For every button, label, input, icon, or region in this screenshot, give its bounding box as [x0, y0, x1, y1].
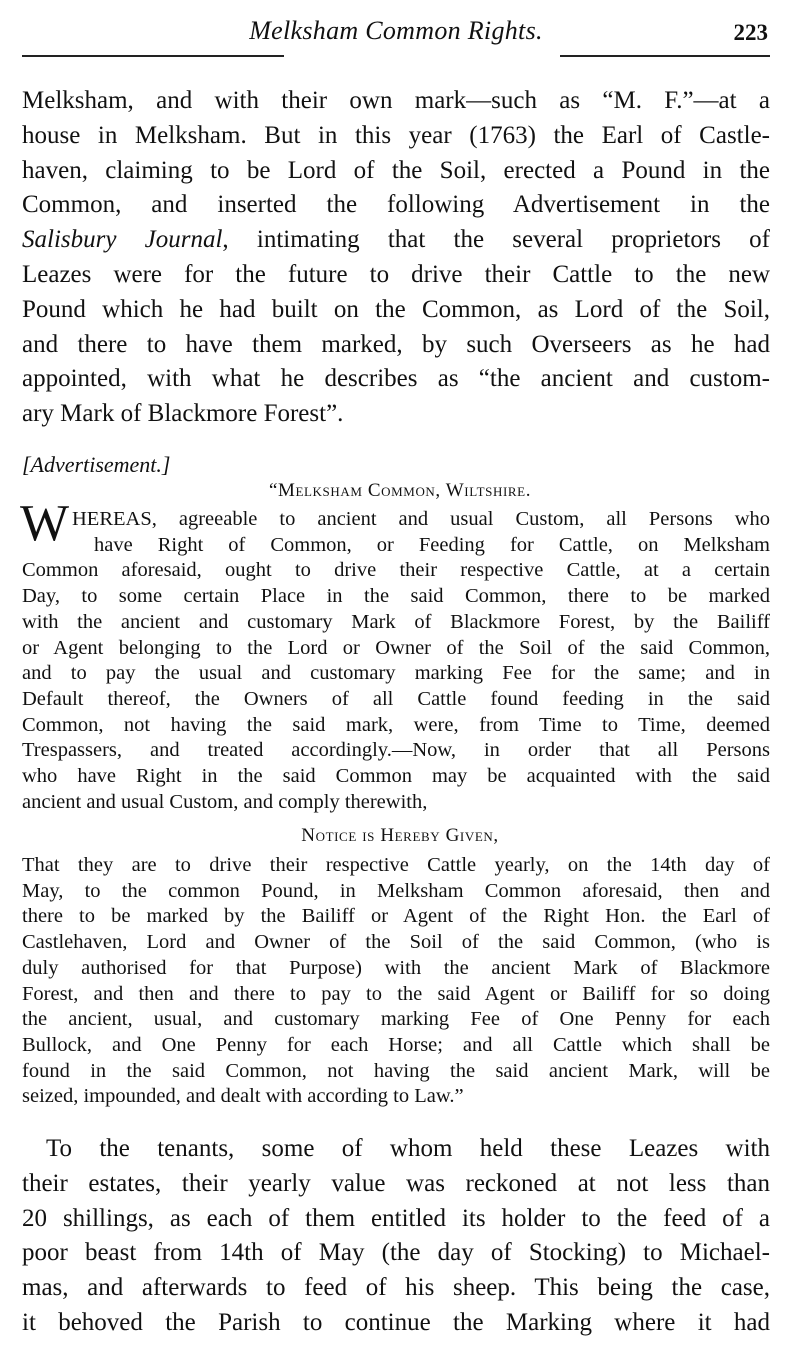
paragraph-line: ary Mark of Blackmore Forest”. — [22, 400, 344, 428]
advertisement-line: and to pay the usual and customary marking Fee for the same; and in — [22, 662, 770, 685]
running-title: Melksham Common Rights. — [249, 16, 543, 45]
notice-line: seized, impounded, and dealt with according to Law.” — [22, 1085, 464, 1108]
notice-line: found in the said Common, not having the said ancient Mark, will be — [22, 1059, 770, 1082]
advertisement-label: [Advertisement.] — [22, 452, 171, 477]
notice-line: Forest, and then and there to pay to the said Agent or Bailiff for so doing — [22, 982, 770, 1005]
notice-line: May, to the common Pound, in Melksham Common aforesaid, then and — [22, 879, 770, 902]
paragraph-line: 20 shillings, as each of them entitled its holder to the feed of a — [22, 1204, 770, 1232]
paragraph-line: Common, and inserted the following Advertisement in the — [22, 191, 770, 219]
paragraph-line: Leazes were for the future to drive their Cattle to the new — [22, 260, 770, 288]
notice-line: there to be marked by the Bailiff or Agent of the Right Hon. the Earl of — [22, 905, 770, 928]
notice-line: Bullock, and One Penny for each Horse; and all Cattle which shall be — [22, 1033, 770, 1056]
drop-cap: W — [20, 495, 70, 552]
paragraph-2 — [22, 1132, 770, 1341]
advertisement-line: Common aforesaid, ought to drive their respective Cattle, at a certain — [22, 559, 770, 582]
notice-line: duly authorised for that Purpose) with the ancient Mark of Blackmore — [22, 956, 770, 979]
paragraph-line: their estates, their yearly value was reckoned at not less than — [22, 1169, 770, 1197]
advertisement-line: Trespassers, and treated accordingly.—Now, in order that all Persons — [22, 739, 770, 762]
advertisement-line: who have Right in the said Common may be acquainted with the said — [22, 765, 770, 788]
notice-line: Castlehaven, Lord and Owner of the Soil of the said Common, (who is — [22, 931, 770, 954]
advertisement-line: with the ancient and customary Mark of Blackmore Forest, by the Bailiff — [22, 610, 770, 633]
page-header — [20, 6, 772, 56]
paragraph-line: To the tenants, some of whom held these Leazes with — [46, 1135, 770, 1162]
page-number: 223 — [733, 20, 768, 45]
advertisement-line: Day, to some certain Place in the said Common, there to be marked — [22, 585, 770, 608]
advertisement-line: or Agent belonging to the Lord or Owner of the Soil of the said Common, — [22, 636, 770, 659]
advertisement-line: have Right of Common, or Feeding for Cattle, on Melksham — [94, 533, 770, 556]
advertisement-body — [22, 507, 770, 815]
paragraph-line: it behoved the Parish to continue the Marking where it had — [22, 1308, 770, 1336]
paragraph-line: Pound which he had built on the Common, as Lord of the Soil, — [22, 295, 770, 323]
paragraph-line: poor beast from 14th of May (the day of Stocking) to Michael- — [22, 1239, 770, 1267]
paragraph-line: haven, claiming to be Lord of the Soil, erected a Pound in the — [22, 156, 770, 184]
paragraph-line: Melksham, and with their own mark—such as “M. F.”—at a — [22, 87, 770, 114]
paragraph-line: mas, and afterwards to feed of his sheep. This being the case, — [22, 1274, 770, 1302]
header-rule-right — [560, 55, 770, 57]
advertisement-line: HEREAS, agreeable to ancient and usual Custom, all Persons who — [72, 508, 770, 530]
paragraph-line: appointed, with what he describes as “the ancient and custom- — [22, 365, 770, 393]
paragraph-line: house in Melksham. But in this year (1763) the Earl of Castle- — [22, 121, 770, 149]
header-rule-left — [22, 55, 284, 57]
advertisement-heading: “Melksham Common, Wiltshire. — [268, 480, 532, 501]
notice-body — [22, 853, 770, 1110]
notice-line: That they are to drive their respective Cattle yearly, on the 14th day of — [22, 854, 770, 876]
advertisement-line: Default thereof, the Owners of all Cattle found feeding in the said — [22, 687, 770, 710]
notice-heading: Notice is Hereby Given, — [301, 825, 499, 846]
newspaper-title: Salisbury Journal — [22, 226, 223, 254]
advertisement-line: ancient and usual Custom, and comply therewith, — [22, 790, 428, 813]
advertisement-line: Common, not having the said mark, were, from Time to Time, deemed — [22, 713, 770, 736]
notice-line: the ancient, usual, and customary marking Fee of One Penny for each — [22, 1008, 770, 1031]
paragraph-line: and there to have them marked, by such Overseers as he had — [22, 330, 770, 358]
paragraph-1 — [22, 84, 770, 432]
paragraph-line: Salisbury Journal, intimating that the several proprietors of — [22, 226, 770, 254]
